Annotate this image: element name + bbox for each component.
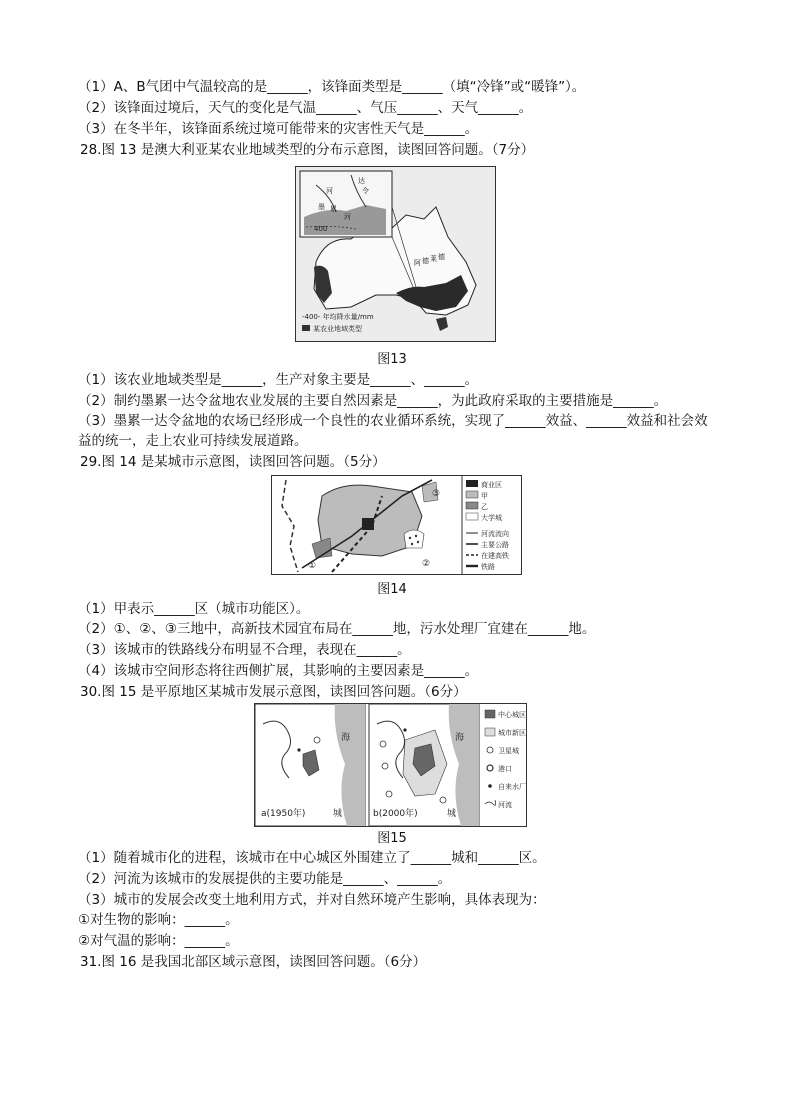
legend-rainfall: -400- 年均降水量/mm — [302, 313, 374, 321]
panel-a-city: 城 — [333, 809, 343, 819]
map-label-a: 阿 — [414, 259, 421, 267]
legend-port: 港口 — [498, 765, 512, 773]
panel-b-label: b(2000年) — [373, 809, 418, 819]
marker-3: ③ — [432, 489, 441, 499]
panel-a-sea: 海 — [341, 733, 351, 743]
legend-agri: 某农业地域类型 — [313, 325, 362, 333]
map-label-de: 德 — [422, 257, 429, 265]
legend-railway: 铁路 — [481, 563, 495, 571]
q30-line-1: （1）随着城市化的进程，该城市在中心城区外围建立了______城和______区。 — [78, 850, 546, 866]
q27-line-3: （3）在冬半年，该锋面系统过境可能带来的灾害性天气是______。 — [78, 121, 479, 137]
marker-1: ① — [308, 561, 317, 571]
inset-label-ling: 令 — [362, 187, 369, 195]
inset-label-mo: 墨 — [318, 203, 325, 211]
q28-line-2: （2）制约墨累一达令盆地农业发展的主要自然因素是______，为此政府采取的主要措施是______。 — [78, 393, 668, 409]
legend-yi: 乙 — [481, 503, 488, 511]
inset-label-lei: 累 — [330, 205, 337, 213]
legend-commercial: 商业区 — [481, 481, 502, 489]
panel-b-sea: 海 — [455, 733, 465, 743]
legend-university: 大学城 — [481, 514, 502, 522]
q30-line-3: （3）城市的发展会改变土地利用方式，并对自然环境产生影响，具体表现为： — [78, 892, 546, 908]
legend-center: 中心城区 — [498, 711, 526, 719]
q29-line-2: （2）①、②、③三地中，高新技术园宜布局在______地，污水处理厂宜建在______地。 — [78, 621, 596, 637]
legend-river: 河流 — [498, 801, 512, 809]
figure-15-caption: 图15 — [377, 831, 407, 846]
q29-line-1: （1）甲表示______区（城市功能区）。 — [78, 601, 310, 617]
q28-line-3: （3）墨累一达令盆地的农场已经形成一个良性的农业循环系统，实现了______效益、______效益和社会效益的统一，走上农业可持续发展道路。 — [78, 413, 708, 449]
q29-title: 29.图 14 是某城市示意图，读图回答问题。（5分） — [80, 454, 386, 470]
figure-13-caption: 图13 — [377, 352, 407, 367]
q27-line-2: （2）该锋面过境后，天气的变化是气温______、气压______、天气______。 — [78, 100, 533, 116]
map-label-lai: 莱 — [430, 255, 437, 263]
legend-satellite: 卫星城 — [498, 747, 519, 755]
marker-2: ② — [422, 559, 431, 569]
inset-label-he: 河 — [326, 187, 333, 195]
q30-line-4: ①对生物的影响：______。 — [78, 912, 239, 928]
inset-label-da: 达 — [358, 177, 365, 185]
q30-title: 30.图 15 是平原地区某城市发展示意图，读图回答问题。（6分） — [80, 684, 467, 700]
q28-line-1: （1）该农业地域类型是______，生产对象主要是______、______。 — [78, 372, 479, 388]
q27-line-1: （1）A、B气团中气温较高的是______，该锋面类型是______（填“冷锋”或“暖锋”）。 — [78, 79, 586, 95]
inset-label-he2: 河 — [344, 213, 351, 221]
figure-15-city-development — [254, 703, 527, 827]
panel-b-city: 城 — [447, 809, 457, 819]
q30-line-5: ②对气温的影响：______。 — [78, 933, 239, 949]
q29-line-3: （3）该城市的铁路线分布明显不合理，表现在______。 — [78, 642, 411, 658]
legend-jia: 甲 — [481, 492, 488, 500]
figure-13-australia-map — [295, 166, 496, 342]
map-label-de2: 德 — [438, 253, 445, 261]
legend-newarea: 城市新区 — [498, 729, 526, 737]
legend-hsr: 在建高铁 — [481, 552, 509, 560]
legend-waterworks: 自来水厂 — [498, 783, 526, 791]
panel-a-label: a(1950年) — [261, 809, 306, 819]
figure-14-caption: 图14 — [377, 582, 407, 597]
q29-line-4: （4）该城市空间形态将往西侧扩展，其影响的主要因素是______。 — [78, 663, 479, 679]
figure-14-city-map — [271, 475, 522, 575]
q31-title: 31.图 16 是我国北部区域示意图，读图回答问题。（6分） — [80, 954, 427, 970]
legend-main-road: 主要公路 — [481, 541, 509, 549]
legend-river-flow: 河流流向 — [481, 530, 509, 538]
q28-title: 28.图 13 是澳大利亚某农业地域类型的分布示意图，读图回答问题。（7分） — [80, 142, 535, 158]
inset-label-400: 400 — [314, 225, 328, 233]
q30-line-2: （2）河流为该城市的发展提供的主要功能是______、______。 — [78, 871, 452, 887]
